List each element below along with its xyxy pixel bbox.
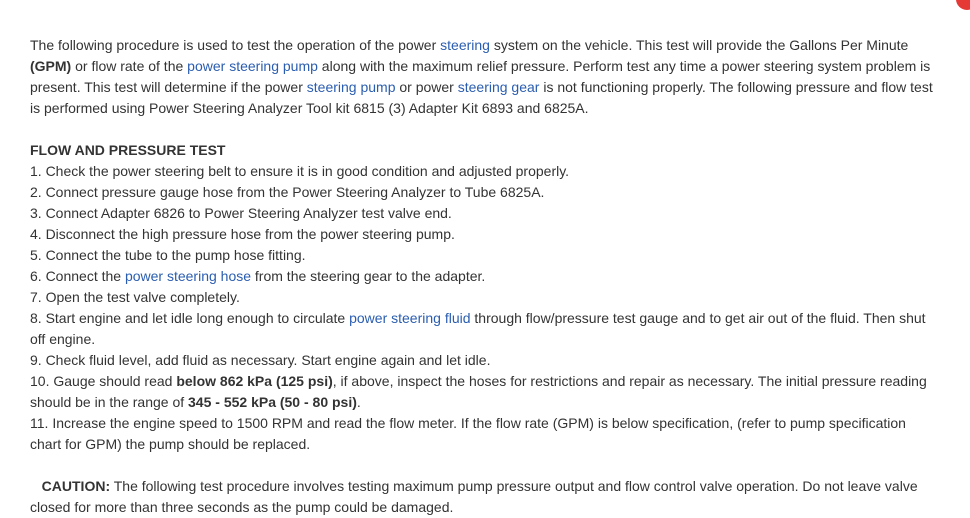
link-steering[interactable]: steering bbox=[440, 37, 490, 53]
step-3: 3. Connect Adapter 6826 to Power Steering Analyzer test valve end. bbox=[30, 205, 452, 221]
link-power-steering-hose[interactable]: power steering hose bbox=[124, 268, 252, 284]
intro-text-2: system on the vehicle. This test will provide the Gallons Per Minute bbox=[489, 37, 909, 53]
step-10-bold-2: 345 - 552 kPa (50 - 80 psi) bbox=[188, 394, 357, 410]
notification-badge bbox=[956, 0, 970, 10]
section-title: FLOW AND PRESSURE TEST bbox=[30, 142, 226, 158]
intro-gpm-bold: (GPM) bbox=[30, 58, 72, 74]
link-power-steering-pump[interactable]: power steering pump bbox=[187, 58, 318, 74]
caution-label: CAUTION: bbox=[41, 478, 111, 494]
step-8-text-a: 8. Start engine and let idle long enough to circulate bbox=[30, 310, 350, 326]
spacer bbox=[30, 119, 935, 140]
link-steering-gear[interactable]: steering gear bbox=[457, 79, 540, 95]
caution-text: The following test procedure involves testing maximum pump pressure output and flow control valve operation. Do not leave valve closed for more than three seconds as the pump could be damaged. bbox=[30, 478, 918, 515]
link-steering-pump[interactable]: steering pump bbox=[306, 79, 396, 95]
step-7: 7. Open the test valve completely. bbox=[30, 289, 240, 305]
step-6 bbox=[30, 266, 935, 287]
step-2: 2. Connect pressure gauge hose from the Power Steering Analyzer to Tube 6825A. bbox=[30, 184, 545, 200]
step-6-text-b: from the steering gear to the adapter. bbox=[251, 268, 486, 284]
step-1: 1. Check the power steering belt to ensure it is in good condition and adjusted properly. bbox=[30, 163, 570, 179]
step-10-bold-1: below 862 kPa (125 psi) bbox=[176, 373, 333, 389]
step-10-text-c: . bbox=[356, 394, 361, 410]
intro-paragraph bbox=[30, 35, 935, 119]
intro-text-5: or power bbox=[395, 79, 458, 95]
step-8 bbox=[30, 308, 935, 350]
step-8-text-b: through flow/pressure test gauge and to get air out of the fluid. Then shut off engine. bbox=[30, 310, 926, 347]
intro-text-6: is not functioning properly. The following pressure and flow test is performed using Power Steering Analyzer Tool kit 6815 (3) Adapter Kit 6893 and 6825A. bbox=[30, 79, 933, 116]
link-power-steering-fluid[interactable]: power steering fluid bbox=[349, 310, 471, 326]
step-6-text-a: 6. Connect the bbox=[30, 268, 125, 284]
step-10 bbox=[30, 371, 935, 413]
intro-text-3: or flow rate of the bbox=[71, 58, 188, 74]
caution-paragraph bbox=[30, 476, 935, 518]
spacer bbox=[30, 455, 935, 476]
step-11: 11. Increase the engine speed to 1500 RPM and read the flow meter. If the flow rate (GPM) is below specification, (refer to pump specification chart for GPM) the pump should be replaced. bbox=[30, 415, 906, 452]
intro-text-1: The following procedure is used to test the operation of the power bbox=[30, 37, 441, 53]
intro-text-4: along with the maximum relief pressure. Perform test any time a power steering system problem is present. This test will determine if the power bbox=[30, 58, 931, 95]
article-body bbox=[30, 35, 935, 518]
step-5: 5. Connect the tube to the pump hose fitting. bbox=[30, 247, 306, 263]
step-10-text-b: , if above, inspect the hoses for restrictions and repair as necessary. The initial pressure reading should be in the range of bbox=[30, 373, 927, 410]
step-4: 4. Disconnect the high pressure hose from the power steering pump. bbox=[30, 226, 455, 242]
step-10-text-a: 10. Gauge should read bbox=[30, 373, 177, 389]
step-9: 9. Check fluid level, add fluid as necessary. Start engine again and let idle. bbox=[30, 352, 491, 368]
